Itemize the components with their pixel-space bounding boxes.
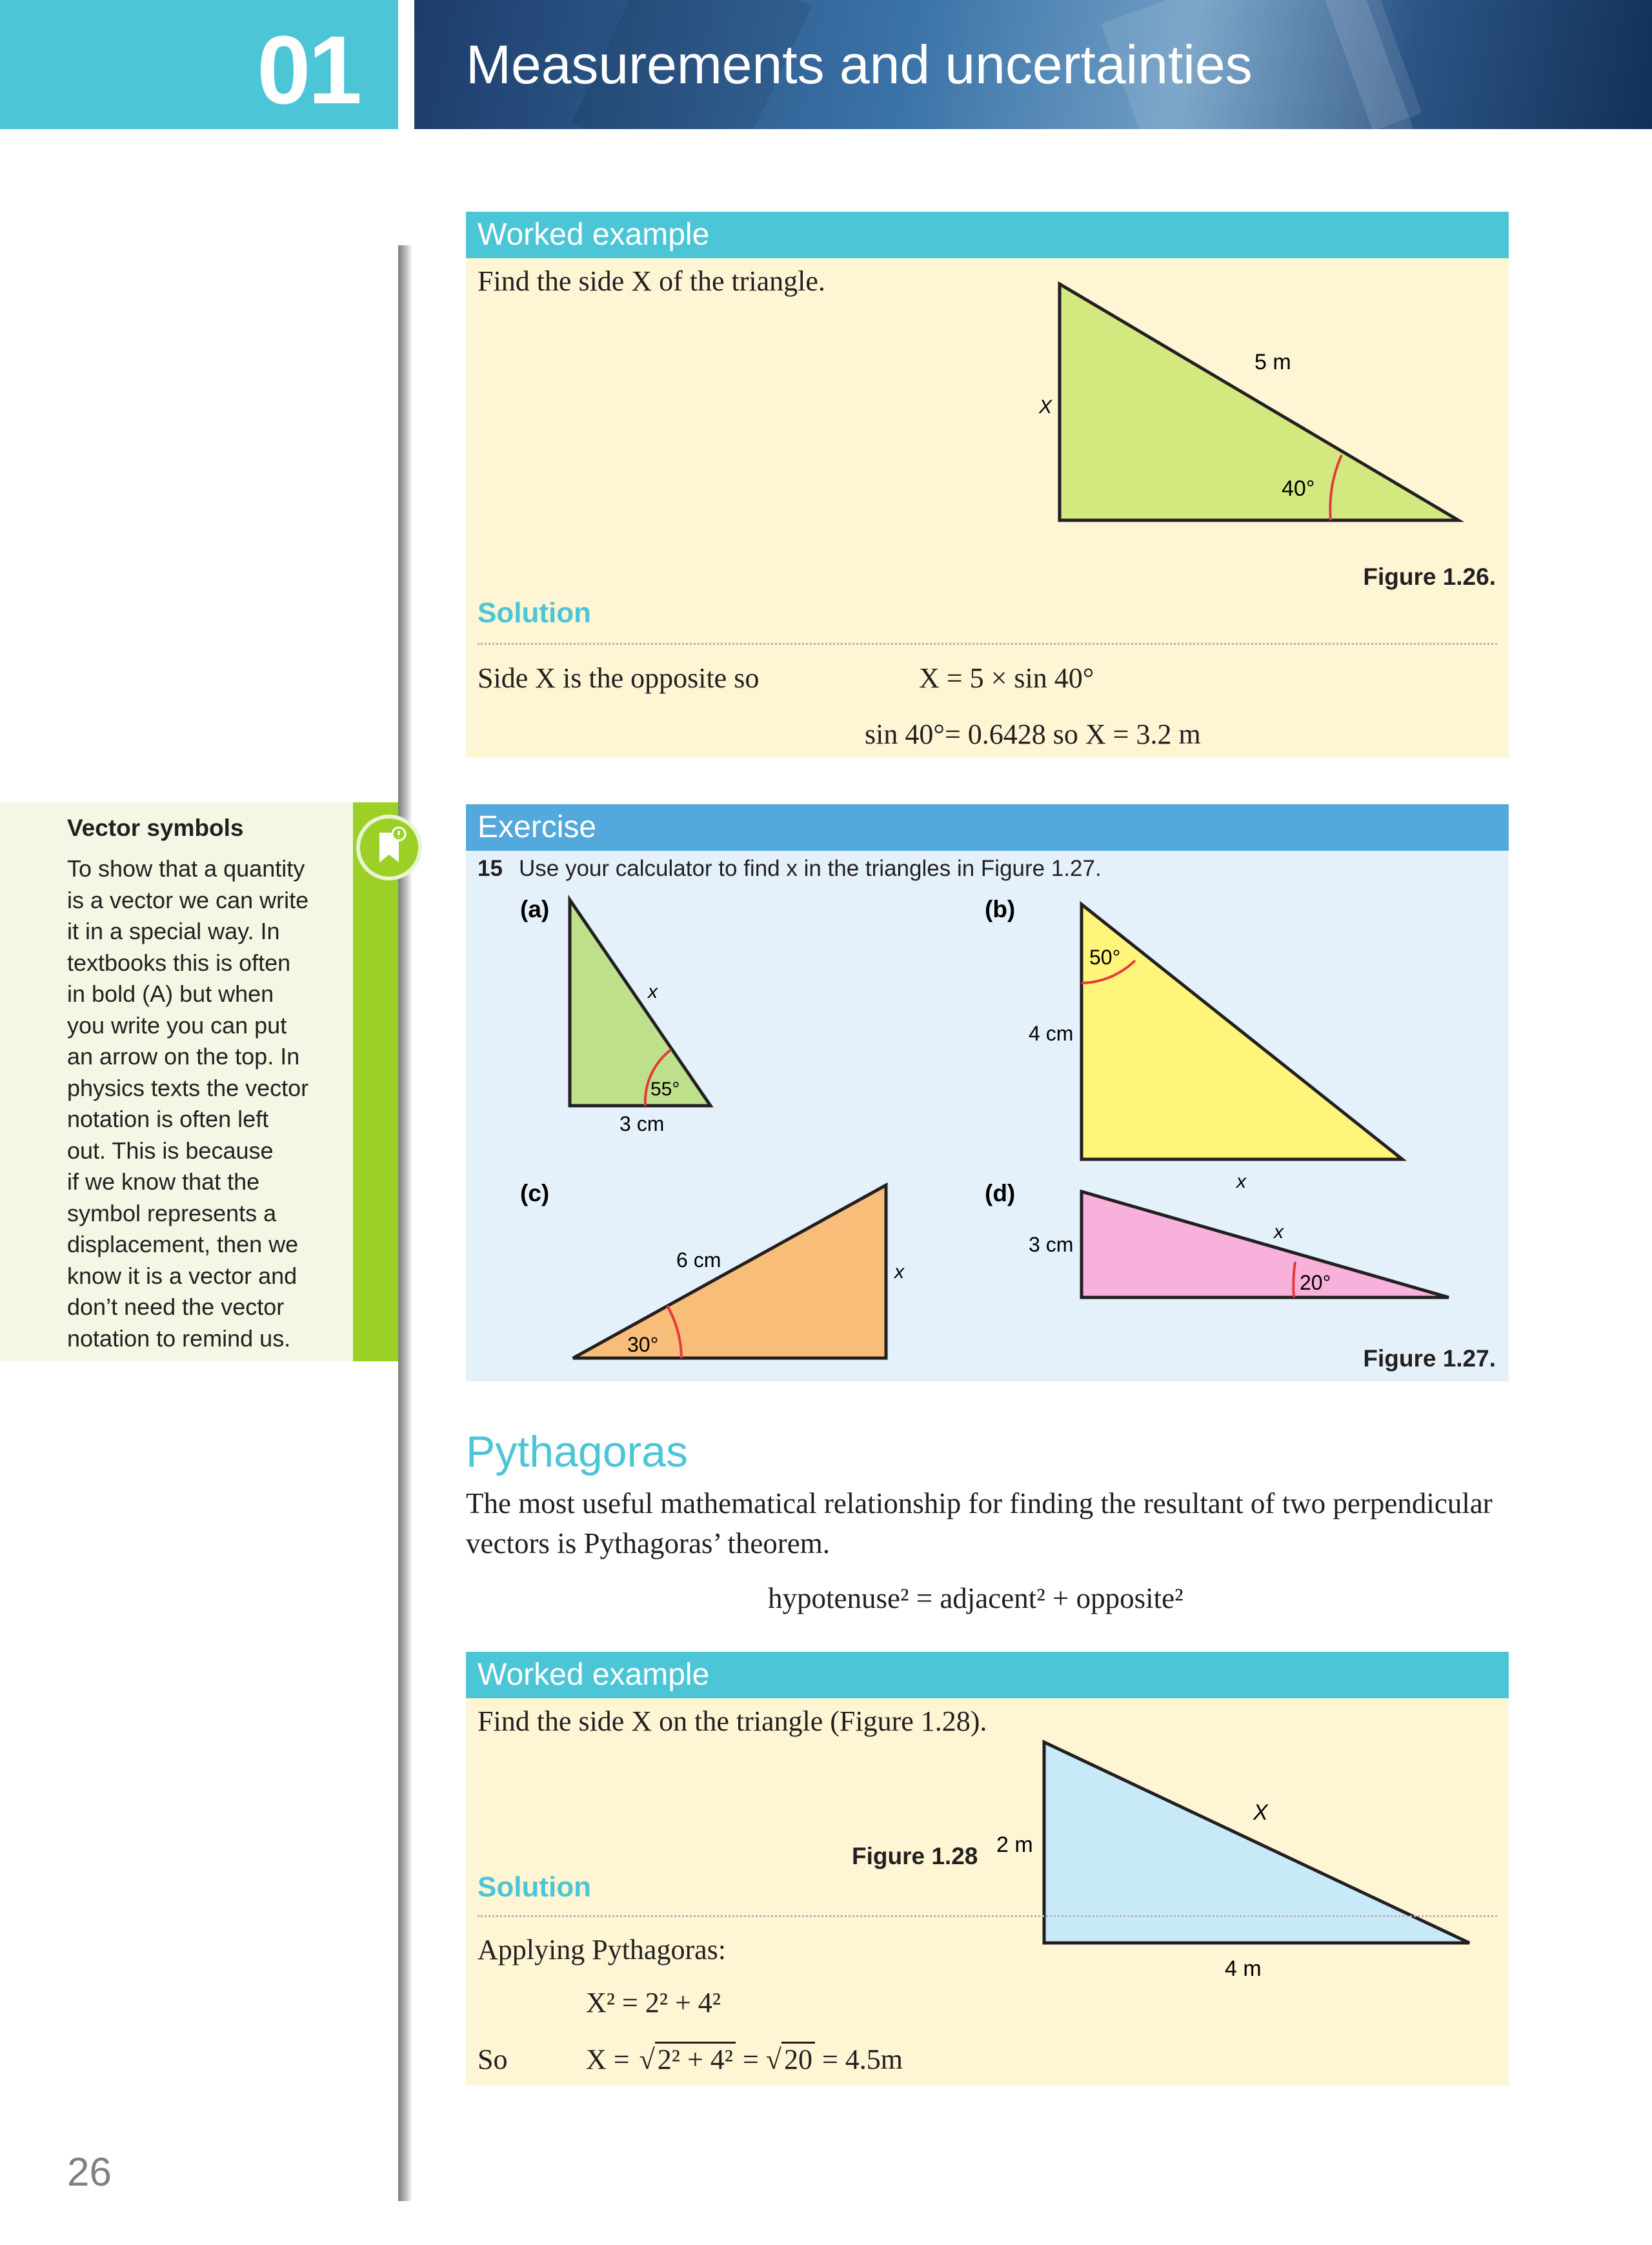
side-note-bar bbox=[353, 802, 398, 1361]
part-a-side-label: x bbox=[648, 981, 658, 1002]
triangle-shape bbox=[1060, 284, 1458, 520]
side-note-body bbox=[67, 853, 345, 1354]
part-a-base-label: 3 cm bbox=[620, 1112, 665, 1135]
part-c-label: (c) bbox=[520, 1180, 550, 1206]
question-number: 15 bbox=[478, 856, 503, 881]
figure-caption: Figure 1.28 bbox=[852, 1843, 978, 1869]
note-line: it in a special way. In bbox=[67, 918, 280, 944]
equation-2 bbox=[586, 2043, 903, 2076]
equation-2-lhs: X = bbox=[586, 2044, 630, 2075]
page-spine-shadow bbox=[398, 245, 412, 2201]
hypotenuse-label: X bbox=[1253, 1800, 1268, 1825]
solution-label: Solution bbox=[478, 597, 591, 629]
angle-label: 40° bbox=[1282, 476, 1315, 501]
side-x-label: X bbox=[1039, 396, 1053, 418]
solution-label: Solution bbox=[478, 1871, 591, 1903]
triangle-b bbox=[1082, 904, 1402, 1159]
note-line: notation is often left bbox=[67, 1106, 269, 1132]
applying-text: Applying Pythagoras: bbox=[478, 1934, 726, 1966]
equation-1: X² = 2² + 4² bbox=[586, 1987, 721, 2018]
figure-caption: Figure 1.27. bbox=[1363, 1345, 1496, 1372]
note-line: notation to remind us. bbox=[67, 1325, 291, 1352]
section-body: The most useful mathematical relationship for finding the resultant of two perpendicular vectors is Pythagoras’ theorem. bbox=[466, 1487, 1493, 1559]
note-line: an arrow on the top. In bbox=[67, 1043, 300, 1070]
note-line: in bold (A) but when bbox=[67, 980, 274, 1007]
part-c-angle-label: 30° bbox=[627, 1333, 659, 1356]
worked-example-header: Worked example bbox=[466, 212, 1509, 258]
pythagoras-equation: hypotenuse² = adjacent² + opposite² bbox=[768, 1582, 1184, 1614]
part-b-side-label: 4 cm bbox=[1029, 1022, 1074, 1045]
divider bbox=[478, 643, 1497, 645]
part-d-hyp-label: x bbox=[1274, 1221, 1284, 1243]
note-line: you write you can put bbox=[67, 1011, 287, 1039]
sqrt-radicand-2: 20 bbox=[781, 2042, 815, 2075]
worked-example-question: Find the side X on the triangle (Figure 1.28). bbox=[478, 1705, 987, 1737]
part-a-angle-label: 55° bbox=[650, 1079, 680, 1100]
worked-example-question: Find the side X of the triangle. bbox=[478, 265, 825, 297]
triangle-figure-1-28 bbox=[466, 1652, 1509, 2086]
triangle-c bbox=[573, 1185, 886, 1358]
triangle-a bbox=[570, 900, 710, 1106]
sqrt-symbol: √ bbox=[639, 2044, 655, 2075]
base-label: 4 m bbox=[1225, 1956, 1262, 1981]
note-line: don’t need the vector bbox=[67, 1294, 285, 1320]
section-heading: Pythagoras bbox=[466, 1427, 688, 1476]
note-line: To show that a quantity bbox=[67, 855, 305, 882]
note-line: if we know that the bbox=[67, 1168, 260, 1195]
so-label: So bbox=[478, 2044, 508, 2075]
part-b-label: (b) bbox=[985, 896, 1016, 922]
divider bbox=[478, 1915, 1497, 1917]
exercise-header: Exercise bbox=[466, 804, 1509, 851]
worked-example-2 bbox=[466, 1652, 1509, 2086]
part-d-angle-label: 20° bbox=[1300, 1271, 1331, 1294]
equation-2: sin 40°= 0.6428 so X = 3.2 m bbox=[865, 718, 1201, 750]
equation-1: X = 5 × sin 40° bbox=[919, 662, 1094, 694]
part-c-side-label: 6 cm bbox=[676, 1248, 721, 1272]
question-text: Use your calculator to find x in the triangles in Figure 1.27. bbox=[519, 856, 1102, 881]
figure-caption: Figure 1.26. bbox=[1363, 564, 1496, 590]
note-line: displacement, then we bbox=[67, 1231, 299, 1257]
part-d-side-label: 3 cm bbox=[1029, 1233, 1074, 1256]
triangle-shape bbox=[1044, 1742, 1469, 1943]
solution-text: Side X is the opposite so bbox=[478, 662, 760, 694]
part-a-label: (a) bbox=[520, 896, 550, 922]
note-line: physics texts the vector bbox=[67, 1074, 309, 1101]
page-number: 26 bbox=[67, 2150, 112, 2195]
part-b-angle-label: 50° bbox=[1089, 946, 1121, 969]
part-d-label: (d) bbox=[985, 1180, 1016, 1206]
equation-2-mid: = bbox=[742, 2044, 759, 2075]
chapter-title: Measurements and uncertainties bbox=[466, 34, 1253, 95]
part-b-base-label: x bbox=[1236, 1171, 1246, 1192]
note-line: symbol represents a bbox=[67, 1199, 277, 1226]
note-line: is a vector we can write bbox=[67, 886, 309, 913]
equation-2-rhs: = 4.5m bbox=[821, 2044, 903, 2075]
figure-1-27 bbox=[466, 804, 1509, 1381]
side-note-title: Vector symbols bbox=[67, 815, 244, 841]
chapter-box bbox=[0, 0, 398, 129]
sqrt-symbol: √ bbox=[765, 2044, 781, 2075]
sqrt-radicand-1: 2² + 4² bbox=[655, 2042, 736, 2075]
note-line: out. This is because bbox=[67, 1137, 274, 1164]
bookmark-note-icon bbox=[356, 815, 422, 880]
worked-example-1 bbox=[466, 212, 1509, 758]
note-line: textbooks this is often bbox=[67, 949, 291, 976]
hypotenuse-label: 5 m bbox=[1254, 350, 1291, 374]
chapter-number: 01 bbox=[257, 15, 359, 124]
note-line: know it is a vector and bbox=[67, 1262, 297, 1289]
exercise-panel bbox=[466, 804, 1509, 1381]
part-c-vertical-label: x bbox=[894, 1261, 904, 1283]
worked-example-header: Worked example bbox=[466, 1652, 1509, 1698]
chapter-title-bar bbox=[414, 0, 1652, 129]
triangle-d bbox=[1082, 1192, 1449, 1297]
side-label: 2 m bbox=[996, 1833, 1033, 1857]
